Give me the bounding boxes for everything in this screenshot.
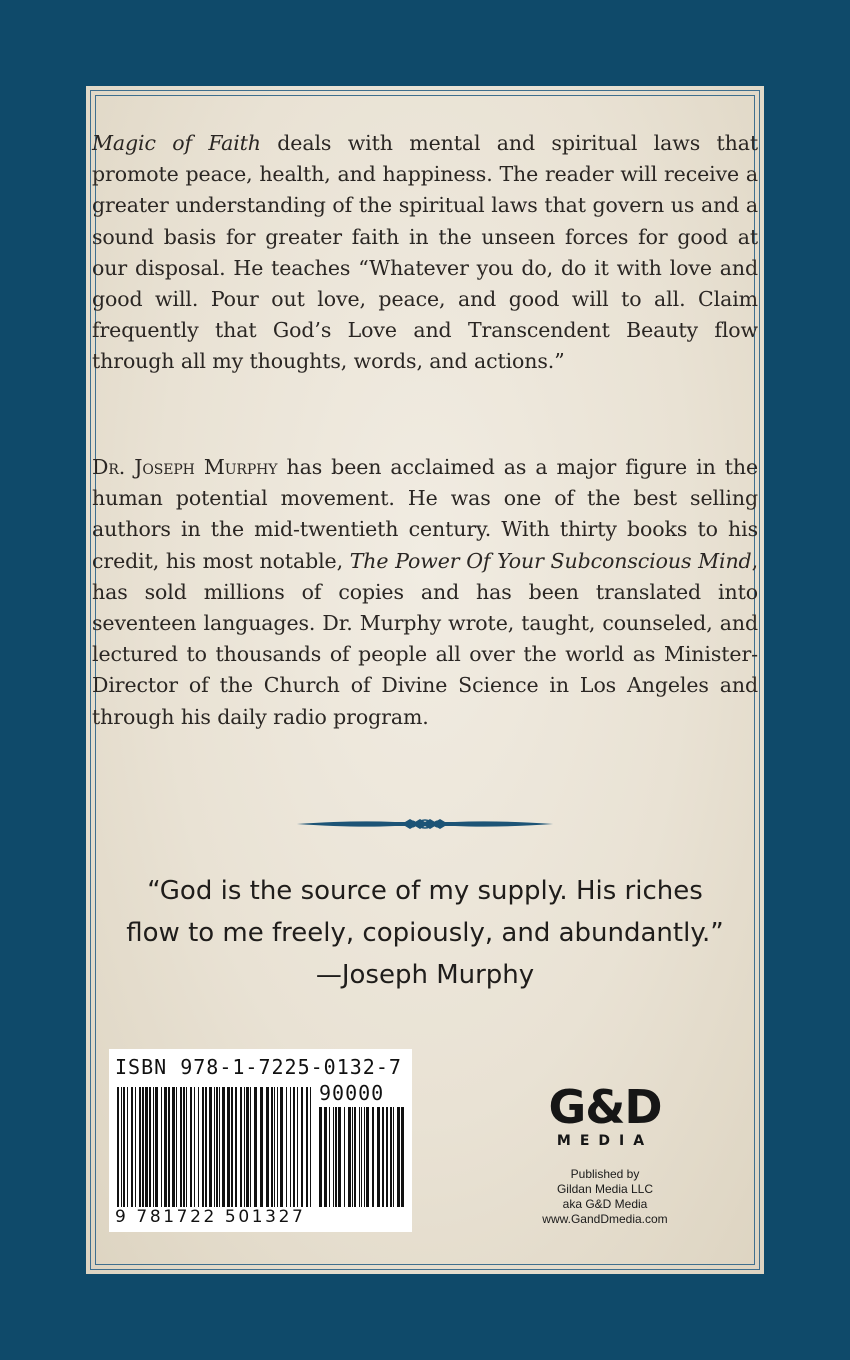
quote-line-2: flow to me freely, copiously, and abundantly.”: [126, 918, 724, 948]
isbn-barcode: [109, 1049, 412, 1232]
description-paragraph: [92, 128, 758, 378]
bio-text-b: , has sold millions of copies and has been translated into seventeen languages. Dr. Murphy wrote, taught, counseled, and lectured to thousands of people all over the world as Minister-Director of the Church of Divine Science in Los Angeles and through his daily radio program.: [92, 548, 758, 729]
publisher-website: www.GandDmedia.com: [542, 1212, 668, 1226]
author-bio-paragraph: [92, 452, 758, 733]
ornament-divider-icon: [295, 814, 555, 834]
publisher-line-2: Gildan Media LLC: [556, 1182, 654, 1196]
price-code: 90000: [319, 1081, 385, 1105]
quote-line-1: “God is the source of my supply. His riches: [147, 876, 703, 906]
book-title: Magic of Faith: [92, 131, 261, 155]
publisher-logo: G&D: [548, 1080, 662, 1134]
bio-text-a: has been acclaimed as a major figure in the human potential movement. He was one of the best selling authors in the mid-twentieth century. With thirty books to his credit, his most notable,: [92, 455, 758, 573]
author-name: Dr. Joseph Murphy: [92, 455, 278, 479]
publisher-logo-subtitle: MEDIA: [556, 1133, 654, 1149]
barcode-bars-icon: [117, 1087, 313, 1207]
notable-book-title: The Power Of Your Subconscious Mind: [349, 548, 752, 573]
publisher-line-1: Published by: [570, 1167, 640, 1181]
description-text: deals with mental and spiritual laws that promote peace, health, and happiness. The reader will receive a greater understanding of the spiritual laws that govern us and a sound basis for greater faith in the unseen forces for good at our disposal. He teaches “Whatever you do, do it with love and good will. Pour out love, peace, and good will to all. Claim frequently that God’s Love and Transcendent Beauty flow through all my thoughts, words, and actions.”: [92, 131, 758, 374]
barcode-digits: 9 781722 501327: [115, 1207, 306, 1227]
publisher-line-3: aka G&D Media: [562, 1197, 648, 1211]
price-barcode-bars-icon: [319, 1107, 405, 1207]
isbn-label: ISBN 978-1-7225-0132-7: [115, 1055, 402, 1079]
quote-attribution: —Joseph Murphy: [315, 960, 535, 990]
